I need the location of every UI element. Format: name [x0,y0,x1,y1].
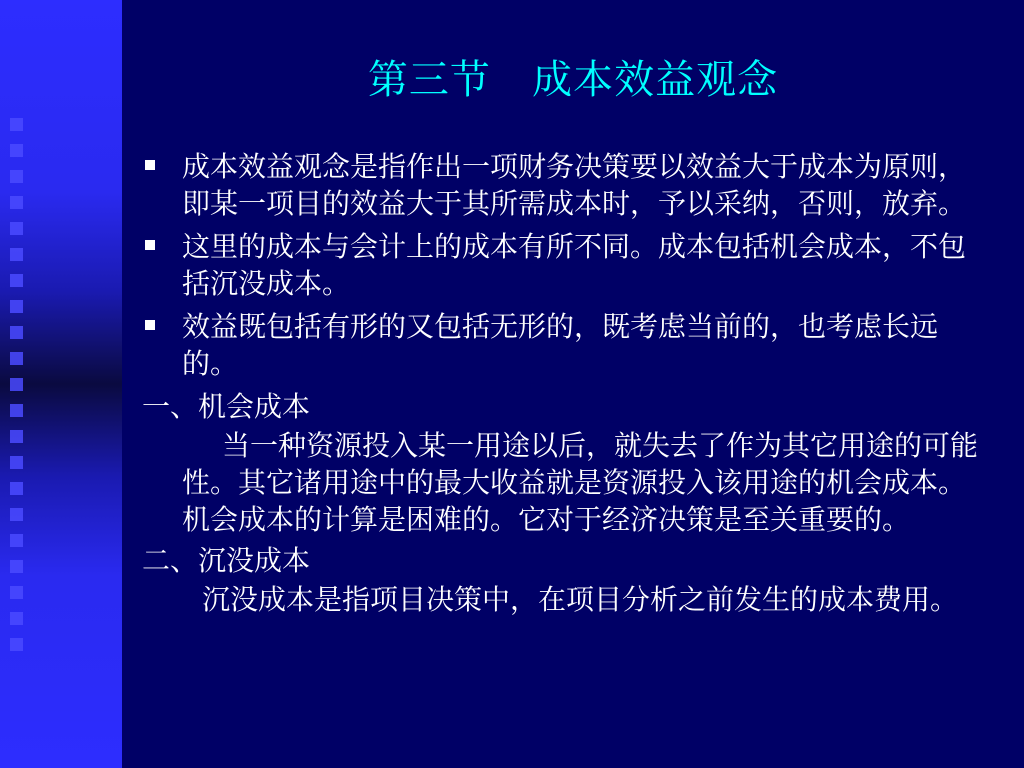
slide-body [142,148,992,618]
decorative-square [10,170,23,183]
decorative-square [10,612,23,625]
decorative-square [10,638,23,651]
bullet-item [142,308,992,382]
section-heading-sunk-cost: 二、沉没成本 [142,544,311,577]
square-bullet-icon [145,320,155,330]
decorative-square [10,300,23,313]
bullet-item [142,148,992,222]
bullet-text: 这里的成本与会计上的成本有所不同。成本包括机会成本，不包括沉没成本。 [182,230,967,300]
square-bullet-icon [145,160,155,170]
decorative-square [10,352,23,365]
decorative-square [10,456,23,469]
bullet-item [142,228,992,302]
decorative-square [10,248,23,261]
section-heading-opportunity-cost: 一、机会成本 [142,390,311,423]
decorative-square [10,118,23,131]
section-paragraph-opportunity-cost: 当一种资源投入某一用途以后，就失去了作为其它用途的可能性。其它诸用途中的最大收益就是资源投入该用途的机会成本。机会成本的计算是困难的。它对于经济决策是至关重要的。 [182,429,979,536]
decorative-side-band [0,0,122,768]
decorative-square [10,378,23,391]
square-bullet-icon [145,240,155,250]
decorative-square [10,482,23,495]
decorative-square [10,560,23,573]
bullet-text: 成本效益观念是指作出一项财务决策要以效益大于成本为原则，即某一项目的效益大于其所需成本时，予以采纳，否则，放弃。 [182,150,967,220]
decorative-square [10,404,23,417]
decorative-square [10,586,23,599]
decorative-square [10,508,23,521]
section-paragraph-sunk-cost: 沉没成本是指项目决策中，在项目分析之前发生的成本费用。 [202,583,959,616]
decorative-square [10,196,23,209]
decorative-square [10,222,23,235]
decorative-square [10,326,23,339]
decorative-square [10,430,23,443]
slide-title: 第三节 成本效益观念 [367,57,779,103]
decorative-square [10,274,23,287]
decorative-square [10,144,23,157]
decorative-dot-column [10,118,28,678]
bullet-text: 效益既包括有形的又包括无形的，既考虑当前的，也考虑长远的。 [182,310,939,380]
decorative-square [10,534,23,547]
